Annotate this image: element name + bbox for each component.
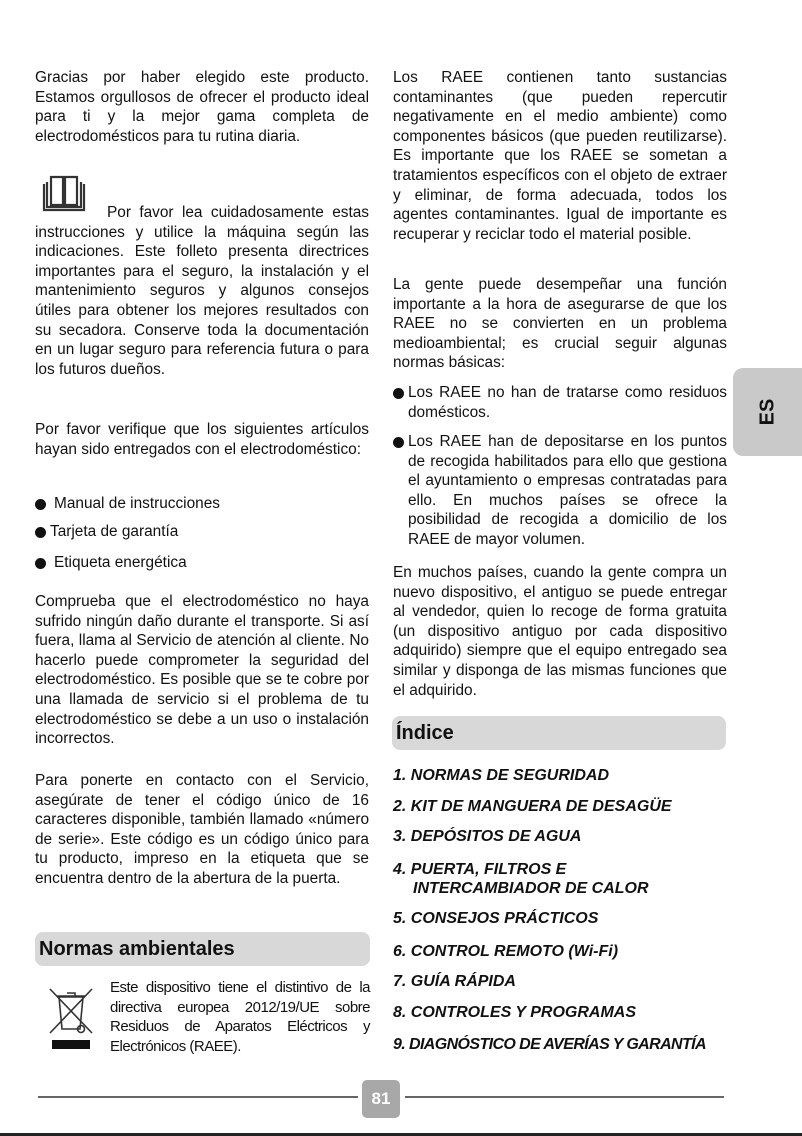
toc-item[interactable]: 3. DEPÓSITOS DE AGUA [393, 828, 582, 845]
bullet-icon [393, 388, 404, 399]
delivered-item: Tarjeta de garantía [35, 522, 369, 542]
raee-rule: Los RAEE no han de tratarse como residuos domésticos. [393, 383, 727, 422]
toc-item[interactable]: 9. DIAGNÓSTICO DE AVERÍAS Y GARANTÍA [393, 1036, 706, 1053]
damage-check-paragraph: Comprueba que el electrodoméstico no haya sufrido ningún daño durante el transporte. Si así fuera, llama al Servicio de atención al cliente. No hacerlo puede comprometer la seguridad del electrodoméstico. Es posible que se te cobre por una llamada de servicio si el problema de tu electrodoméstico se debe a un uso o instalación incorrectos. [35, 593, 369, 748]
bullet-icon [35, 527, 46, 538]
bullet-icon [393, 437, 404, 448]
read-instructions-paragraph: Por favor lea cuidadosamente estas instrucciones y utilice la máquina según las indicaciones. Este folleto presenta directrices importantes para el seguro, la instalación y el mantenimiento seguros y algunos consejos útiles para obtener los mejores resultados con su secadora. Conserve toda la documentación en un lugar seguro para referencia futura o para los futuros dueños. [35, 204, 369, 378]
crossed-bin-icon [46, 983, 96, 1053]
toc-item[interactable]: 1. NORMAS DE SEGURIDAD [393, 767, 610, 784]
raee-paragraph: Los RAEE contienen tanto sustancias contaminantes (que pueden repercutir negativamente en el medio ambiente) como componentes básicos (que pueden reutilizarse). Es importante que los RAEE se sometan a tratamientos específicos con el objeto de extraer y eliminar, de forma adecuada, todos los agentes contaminantes. Igual de importante es recuperar y reciclar todo el material posible. [393, 69, 727, 243]
language-tab-label: ES [756, 398, 778, 426]
delivered-item: Etiqueta energética [35, 553, 369, 573]
toc-item[interactable]: 6. CONTROL REMOTO (Wi-Fi) [393, 943, 619, 960]
bullet-icon [35, 558, 46, 569]
environment-heading: Normas ambientales [35, 932, 370, 966]
delivered-item: Manual de instrucciones [35, 494, 369, 514]
toc-item[interactable]: 2. KIT DE MANGUERA DE DESAGÜE [393, 798, 672, 815]
raee-rule: Los RAEE han de depositarse en los puntos de recogida habilitados para ello que gestiona el ayuntamiento o empresas contratadas para ello. En muchos países se ofrece la posibilidad de recogida a domicilio de los RAEE de mayor volumen. [393, 432, 727, 550]
retailer-return-paragraph: En muchos países, cuando la gente compra un nuevo dispositivo, el antiguo se puede entregar al vendedor, quien lo recoge de forma gratuita (un dispositivo antiguo por cada dispositivo adquirido) siempre que el equipo entregado sea similar y disponga de las mismas funciones que el adquirido. [393, 564, 727, 699]
toc-item[interactable]: 5. CONSEJOS PRÁCTICOS [393, 910, 599, 927]
bullet-icon [35, 499, 46, 510]
toc-item[interactable]: 4. PUERTA, FILTROS E [393, 861, 567, 878]
people-role-paragraph: La gente puede desempeñar una función importante a la hora de asegurarse de que los RAEE no se convierten en un problema medioambiental; es crucial seguir algunas normas básicas: [393, 276, 727, 372]
contact-service-paragraph: Para ponerte en contacto con el Servicio, asegúrate de tener el código único de 16 caracteres disponible, también llamado «número de serie». Este código es un código único para tu producto, impreso en la etiqueta que se encuentra dentro de la abertura de la puerta. [35, 772, 369, 887]
language-tab[interactable] [733, 368, 802, 456]
toc-item[interactable]: 8. CONTROLES Y PROGRAMAS [393, 1004, 636, 1021]
verify-intro-paragraph: Por favor verifique que los siguientes artículos hayan sido entregados con el electrodoméstico: [35, 421, 369, 458]
footer-divider-left [38, 1096, 358, 1098]
index-heading: Índice [392, 716, 726, 750]
toc-item-continuation[interactable]: INTERCAMBIADOR DE CALOR [413, 880, 649, 897]
footer-divider-right [405, 1096, 724, 1098]
intro-paragraph: Gracias por haber elegido este producto. Estamos orgullosos de ofrecer el producto ideal para ti y la mejor gama completa de electrodomésticos para tu rutina diaria. [35, 69, 369, 145]
page-number-badge: 81 [362, 1080, 400, 1118]
toc-item[interactable]: 7. GUÍA RÁPIDA [393, 973, 516, 990]
